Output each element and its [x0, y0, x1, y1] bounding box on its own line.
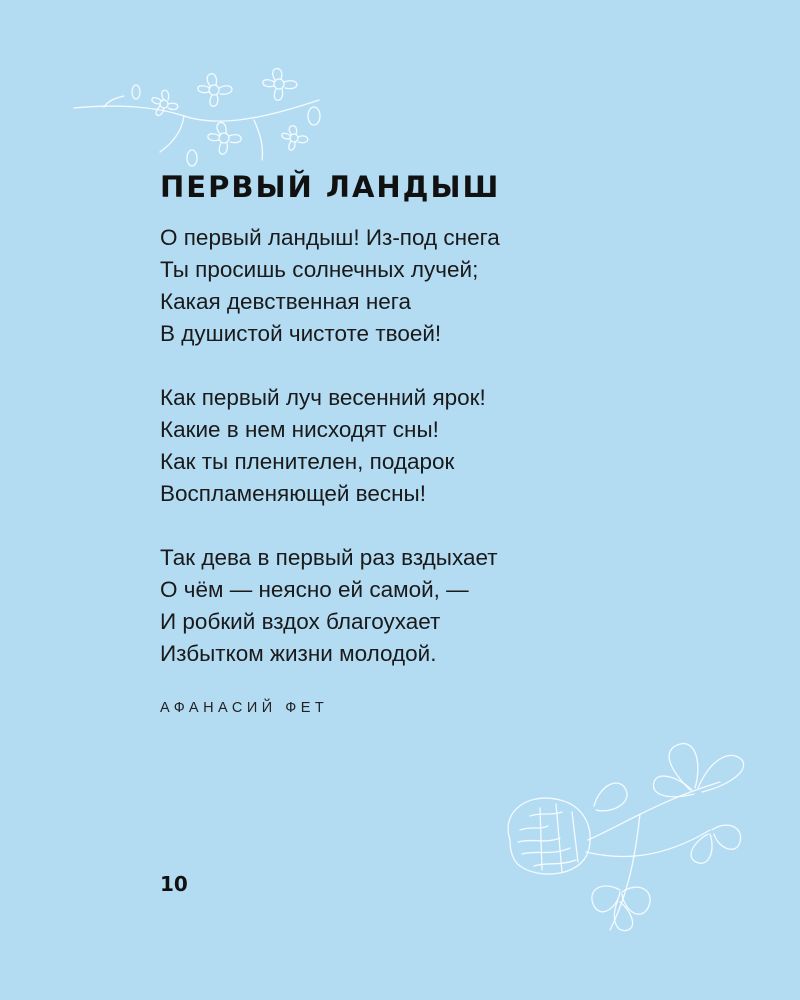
stanza	[160, 542, 760, 670]
poem-line: Ты просишь солнечных лучей;	[160, 257, 479, 282]
poem-body	[160, 222, 760, 670]
stanza	[160, 222, 760, 350]
poem-line: О чём — неясно ей самой, —	[160, 577, 469, 602]
poem-line: О первый ландыш! Из-под снега	[160, 225, 500, 250]
clover-flower-icon	[490, 730, 750, 940]
cherry-blossom-branch-icon	[64, 60, 334, 180]
poem-line: Воспламеняющей весны!	[160, 481, 426, 506]
stanza	[160, 382, 760, 510]
poem-line: Как ты пленителен, подарок	[160, 449, 455, 474]
poem-line: Какие в нем нисходят сны!	[160, 417, 439, 442]
poem-line: Избытком жизни молодой.	[160, 641, 437, 666]
poem-line: Как первый луч весенний ярок!	[160, 385, 486, 410]
poem-line: В душистой чистоте твоей!	[160, 321, 442, 346]
poem-line: Какая девственная нега	[160, 289, 411, 314]
poem-line: Так дева в первый раз вздыхает	[160, 545, 498, 570]
poem-author: АФАНАСИЙ ФЕТ	[160, 700, 329, 716]
poem-title: ПЕРВЫЙ ЛАНДЫШ	[160, 170, 501, 204]
poem-line: И робкий вздох благоухает	[160, 609, 441, 634]
page-number: 10	[160, 872, 188, 896]
